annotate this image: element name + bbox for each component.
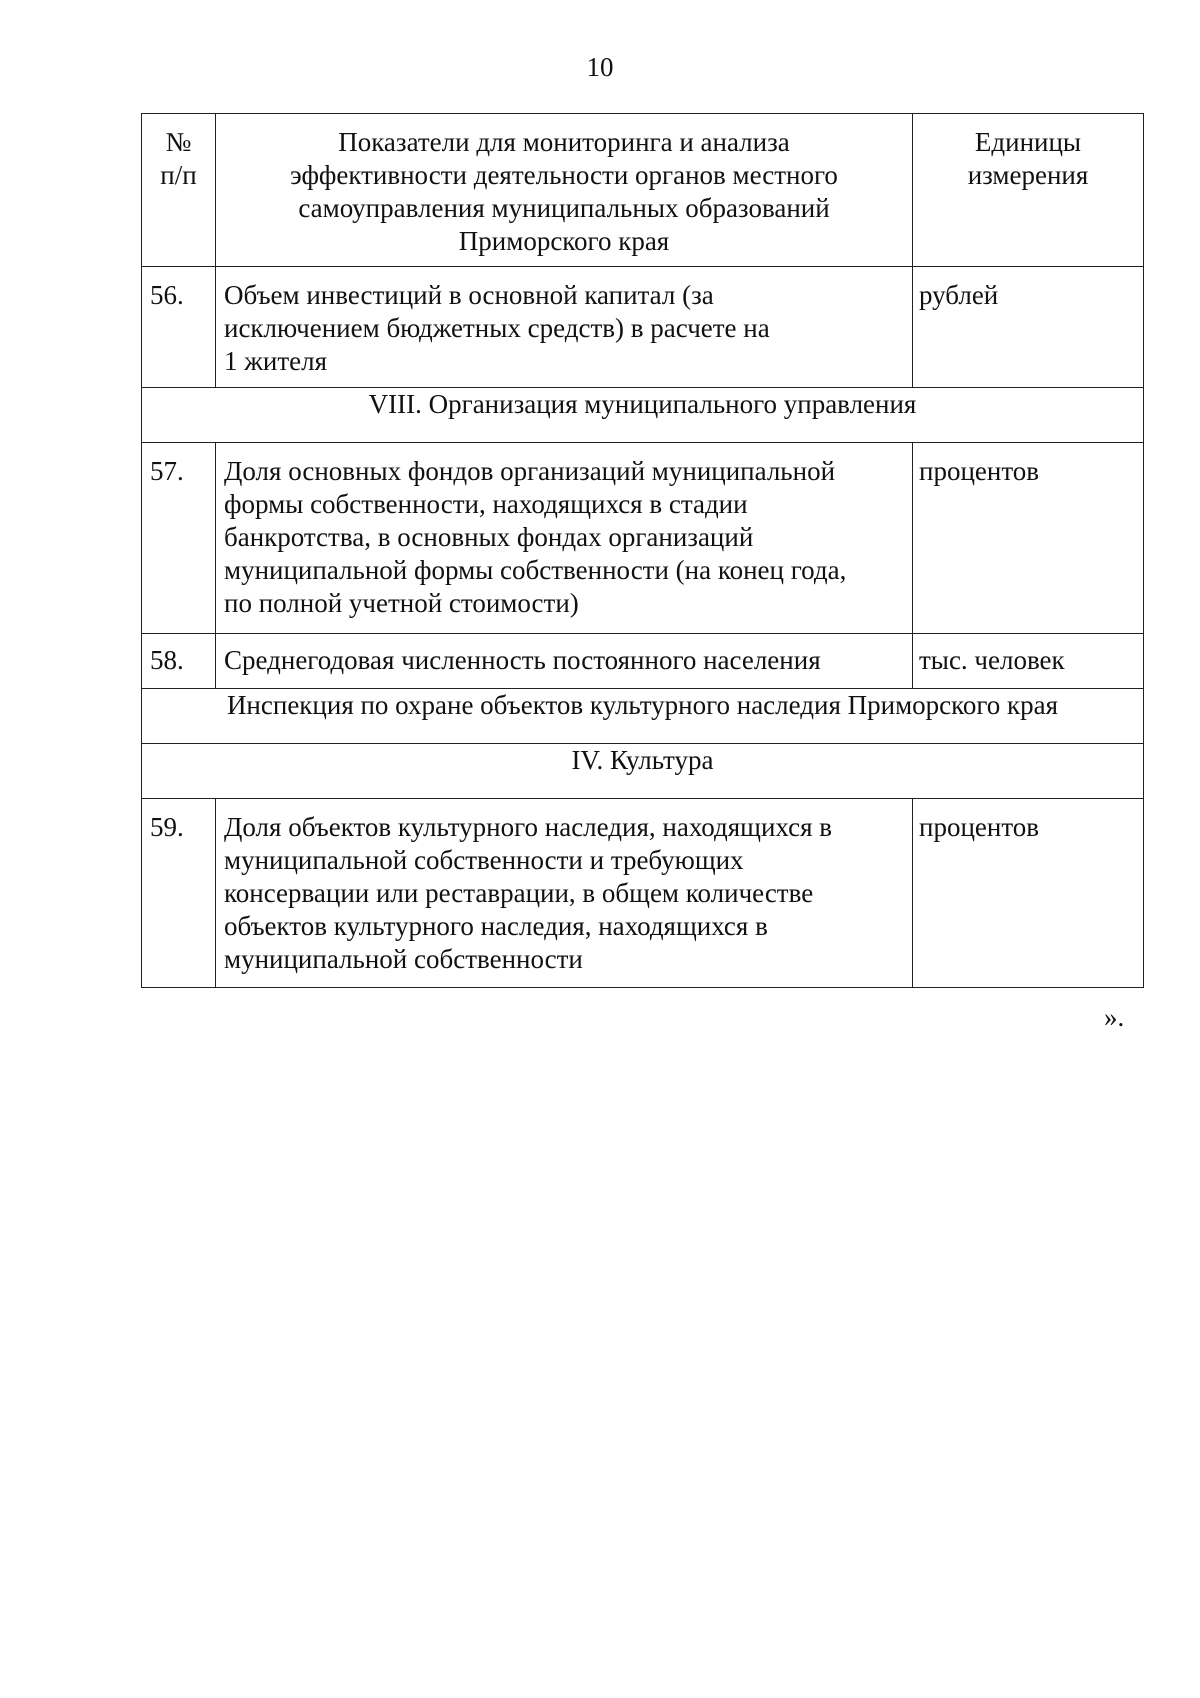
indicators-table	[141, 113, 1144, 988]
table-row	[142, 799, 1144, 988]
table-row	[142, 267, 1144, 388]
table-row	[142, 443, 1144, 634]
unit-cell	[913, 799, 1144, 988]
header-number-cell	[142, 114, 216, 267]
row-number-cell	[142, 267, 216, 388]
indicator-cell	[216, 443, 913, 634]
indicator-cell	[216, 634, 913, 689]
unit-value: процентов	[919, 812, 1040, 842]
section-row	[142, 689, 1144, 744]
row-number-cell	[142, 799, 216, 988]
indicator-line: Доля основных фондов организаций муниципальной	[224, 456, 836, 486]
table-header-row	[142, 114, 1144, 267]
header-indicator-line: эффективности деятельности органов местного	[290, 160, 838, 190]
indicator-line: объектов культурного наследия, находящихся в	[224, 911, 768, 941]
header-indicator-line: самоуправления муниципальных образований	[298, 193, 830, 223]
header-indicator-line: Приморского края	[458, 226, 670, 256]
section-row	[142, 744, 1144, 799]
unit-value: рублей	[919, 280, 999, 310]
table-row	[142, 634, 1144, 689]
indicator-line: банкротства, в основных фондах организаций	[224, 522, 754, 552]
row-number: 58.	[150, 645, 184, 675]
indicator-line: консервации или реставрации, в общем количестве	[224, 878, 814, 908]
header-number-line: п/п	[160, 160, 197, 190]
unit-cell	[913, 443, 1144, 634]
indicator-text: Среднегодовая численность постоянного населения	[224, 645, 821, 675]
section-title-iv: IV. Культура	[142, 744, 1144, 799]
indicator-cell	[216, 267, 913, 388]
header-unit-line: Единицы	[974, 127, 1082, 157]
indicator-line: муниципальной собственности	[224, 944, 583, 974]
unit-cell	[913, 267, 1144, 388]
row-number-cell	[142, 634, 216, 689]
row-number-cell	[142, 443, 216, 634]
header-indicator-line: Показатели для мониторинга и анализа	[338, 127, 790, 157]
unit-cell	[913, 634, 1144, 689]
indicator-line: Доля объектов культурного наследия, находящихся в	[224, 812, 833, 842]
page-number: 10	[586, 52, 614, 82]
indicator-cell	[216, 799, 913, 988]
row-number: 56.	[150, 280, 184, 310]
unit-value: процентов	[919, 456, 1040, 486]
section-title-inspection: Инспекция по охране объектов культурного наследия Приморского края	[142, 689, 1144, 744]
header-indicator-cell	[216, 114, 913, 267]
closing-quote-mark: ».	[1104, 1002, 1125, 1032]
section-row	[142, 388, 1144, 443]
section-title-viii: VIII. Организация муниципального управления	[142, 388, 1144, 443]
header-number-line: №	[165, 127, 192, 157]
indicator-line: 1 жителя	[224, 346, 328, 376]
indicator-line: формы собственности, находящихся в стадии	[224, 489, 748, 519]
header-unit-cell	[913, 114, 1144, 267]
unit-value: тыс. человек	[919, 645, 1065, 675]
indicator-line: муниципальной формы собственности (на конец года,	[224, 555, 847, 585]
row-number: 57.	[150, 456, 184, 486]
indicator-line: Объем инвестиций в основной капитал (за	[224, 280, 714, 310]
indicator-line: исключением бюджетных средств) в расчете на	[224, 313, 770, 343]
row-number: 59.	[150, 812, 184, 842]
indicator-line: муниципальной собственности и требующих	[224, 845, 744, 875]
indicator-line: по полной учетной стоимости)	[224, 588, 579, 618]
header-unit-line: измерения	[967, 160, 1089, 190]
